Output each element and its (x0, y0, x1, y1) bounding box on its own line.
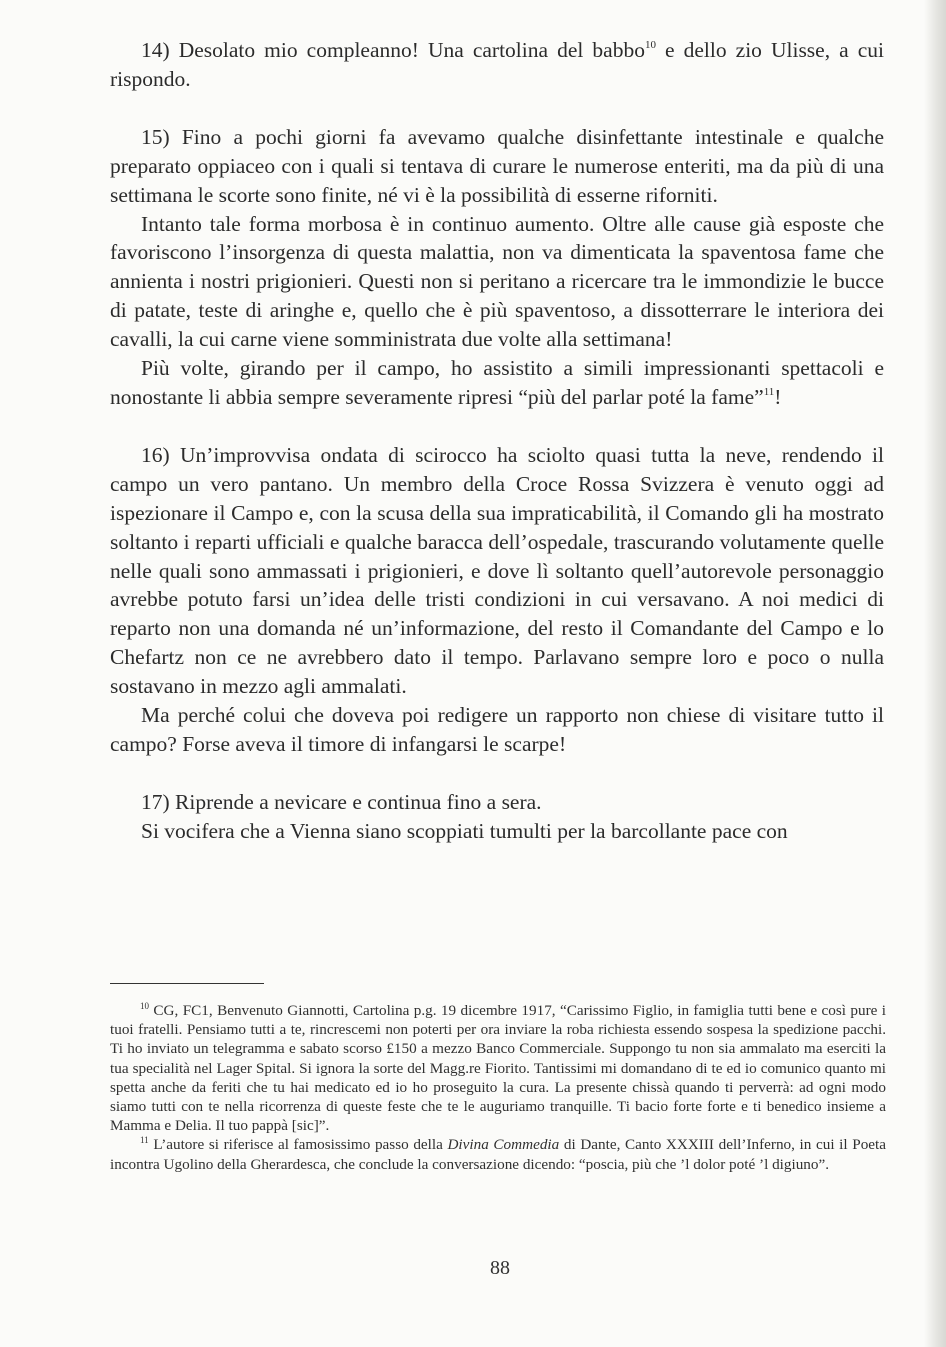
paragraph-15: 15) Fino a pochi giorni fa avevamo qualche disinfettante intestinale e qualche preparato oppiaceo con i quali si tentava di curare le numerose enteriti, ma da più di una settimana le scorte sono finite, né vi è la possibilità di esserne riforniti. (110, 124, 884, 207)
paragraph-16: 16) Un’improvvisa ondata di scirocco ha sciolto quasi tutta la neve, rendendo il campo un vero pantano. Un membro della Croce Rossa Svizzera è venuto oggi ad ispezionare il Campo e, con la scusa della sua impraticabilità, il Comando gli ha mostrato soltanto i reparti ufficiali e qualche baracca dell’ospedale, trascurando volutamente quelle nelle quali sono ammassati i prigionieri, e dove lì soltanto quell’autorevole personaggio avrebbe potuto farsi un’idea delle tristi condizioni in cui versavano. A noi medici di reparto non una domanda né un’informazione, del resto il Comandante del Campo e lo Chefartz non ce ne avrebbero dato il tempo. Parlavano sempre loro e poco o nulla sostavano in mezzo agli ammalati. (110, 442, 884, 699)
footnote-ref-10[interactable]: 10 (644, 39, 656, 51)
footnote-10: $^{10}$ CG, FC1, Benvenuto Giannotti, Cartolina p.g. 19 dicembre 1917, “Carissimo Figlio, in famiglia tutti bene e così pure i tuoi fratelli. Pensiamo tutti a te, rincrescemi non poterti per ora inviare la roba richiesta essendo sospesa la spedizione pacchi. Ti ho inviato un telegramma e sabato scorso £150 a mezzo Banco Commerciale. Suppongo tu non sia ammalato ma eserciti la tua specialità nel Lager Spital. Si ignora la sorte del Magg.re Fiorito. Tantissimi mi domandano di te ed io comunico quanto mi spetta anche da feriti che tu hai medicato ed io ho proseguito la cura. La presente chissà quando ti perverrà: ad ogni modo siamo tutti con te nella ricorrenza di queste feste che te le auguriamo tranquille. Ti bacio forte forte e ti benedico insieme a Mamma e Delia. Il tuo pappà [sic]”. (110, 1001, 886, 1135)
page-edge-shadow (924, 0, 946, 1347)
paragraph-17: 17) Riprende a nevicare e continua fino a sera. (141, 789, 542, 814)
paragraph-16-cont: Ma perché colui che doveva poi redigere un rapporto non chiese di visitare tutto il campo? Forse aveva il timore di infangarsi le scarpe! (110, 703, 884, 756)
paragraph-15-end: Più volte, girando per il campo, ho assistito a simili impressionanti spettacoli e nonostante li abbia sempre severamente ripresi “più del parlar poté la fame”$^{11}$! (110, 356, 884, 409)
page-number: 88 (490, 1257, 510, 1279)
footnotes (110, 1001, 886, 1174)
paragraph-15-cont: Intanto tale forma morbosa è in continuo aumento. Oltre alle cause già esposte che favoriscono l’insorgenza di questa malattia, non va dimenticata la spaventosa fame che annienta i nostri prigionieri. Questi non si peritano a ricercare tra le immondizie le bucce di patate, teste di aringhe e, quello che è più spaventoso, a dissotterrare le interiora dei cavalli, la cui carne viene somministrata due volte alla settimana! (110, 211, 884, 352)
work-title: Divina Commedia (447, 1136, 560, 1154)
footnote-ref-11[interactable]: 11 (763, 385, 775, 398)
footnote-separator (110, 983, 264, 984)
paragraph-17-cont: Si vocifera che a Vienna siano scoppiati tumulti per la barcollante pace con (141, 818, 788, 843)
main-text (110, 36, 884, 846)
footnote-11: $^{11}$ L’autore si riferisce al famosissimo passo della Divina Commedia di Dante, Canto XXXIII dell’Inferno, in cui il Poeta incontra Ugolino della Gherardesca, che conclude la conversazione dicendo: “poscia, più che ’l dolor poté ’l digiuno”. (110, 1135, 886, 1173)
paragraph-14: 14) Desolato mio compleanno! Una cartolina del babbo$^{10}$ e dello zio Ulisse, a cui rispondo. (110, 38, 885, 91)
